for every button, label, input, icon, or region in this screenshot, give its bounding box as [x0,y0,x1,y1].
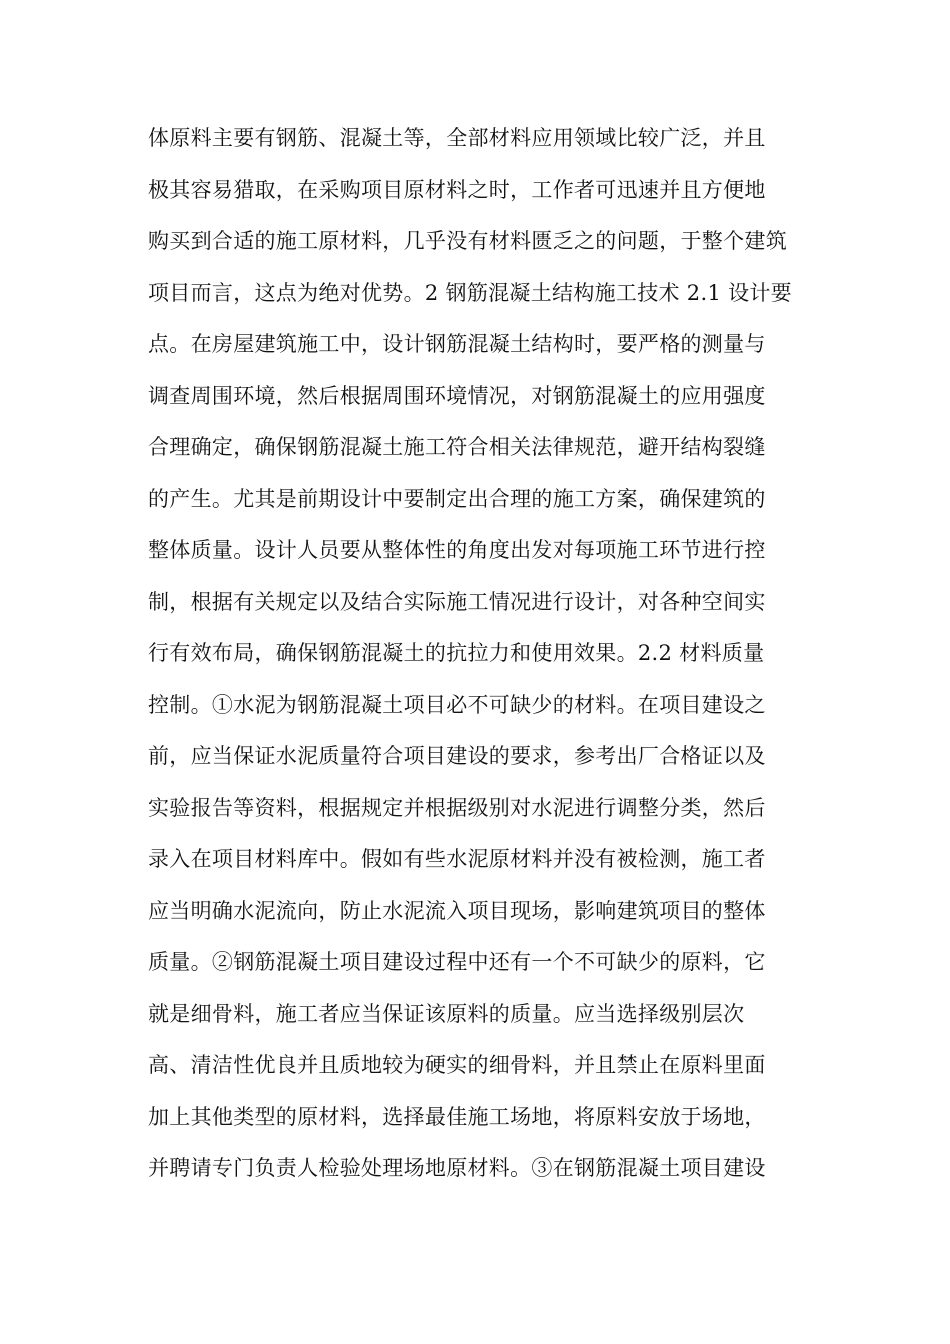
text-line-8: 的产生。尤其是前期设计中要制定出合理的施工方案，确保建筑的 [148,486,766,511]
text-line-21: 并聘请专门负责人检验处理场地原材料。③在钢筋混凝土项目建设 [148,1156,766,1180]
text-line-19: 高、清洁性优良并且质地较为硬实的细骨料，并且禁止在原料里面 [148,1053,766,1077]
text-line-17: 质量。②钢筋混凝土项目建设过程中还有一个不可缺少的原料，它 [148,950,766,974]
text-line-13: 前，应当保证水泥质量符合项目建设的要求，参考出厂合格证以及 [148,744,766,768]
text-line-2: 极其容易猎取，在采购项目原材料之时，工作者可迅速并且方便地 [148,177,766,202]
text-line-9: 整体质量。设计人员要从整体性的角度出发对每项施工环节进行控 [148,538,766,562]
text-line-7: 合理确定，确保钢筋混凝土施工符合相关法律规范，避开结构裂缝 [148,435,766,459]
text-line-15: 录入在项目材料库中。假如有些水泥原材料并没有被检测，施工者 [148,847,766,871]
body-text [148,119,808,1201]
text-line-4: 项目而言，这点为绝对优势。2 钢筋混凝土结构施工技术 2.1 设计要 [148,280,792,305]
text-line-3: 购买到合适的施工原材料，几乎没有材料匮乏之的问题，于整个建筑 [148,229,787,253]
text-line-16: 应当明确水泥流向，防止水泥流入项目现场，影响建筑项目的整体 [148,898,766,923]
text-line-5: 点。在房屋建筑施工中，设计钢筋混凝土结构时，要严格的测量与 [148,332,766,356]
text-line-11: 行有效布局，确保钢筋混凝土的抗拉力和使用效果。2.2 材料质量 [148,641,765,665]
text-line-6: 调查周围环境，然后根据周围环境情况，对钢筋混凝土的应用强度 [148,383,766,408]
text-line-12: 控制。①水泥为钢筋混凝土项目必不可缺少的材料。在项目建设之 [148,692,766,717]
text-line-14: 实验报告等资料，根据规定并根据级别对水泥进行调整分类，然后 [148,795,766,820]
text-line-1: 体原料主要有钢筋、混凝土等，全部材料应用领域比较广泛，并且 [148,126,766,150]
text-line-18: 就是细骨料，施工者应当保证该原料的质量。应当选择级别层次 [148,1001,745,1026]
text-line-10: 制，根据有关规定以及结合实际施工情况进行设计，对各种空间实 [148,589,766,614]
text-line-20: 加上其他类型的原材料，选择最佳施工场地，将原料安放于场地， [148,1104,766,1129]
